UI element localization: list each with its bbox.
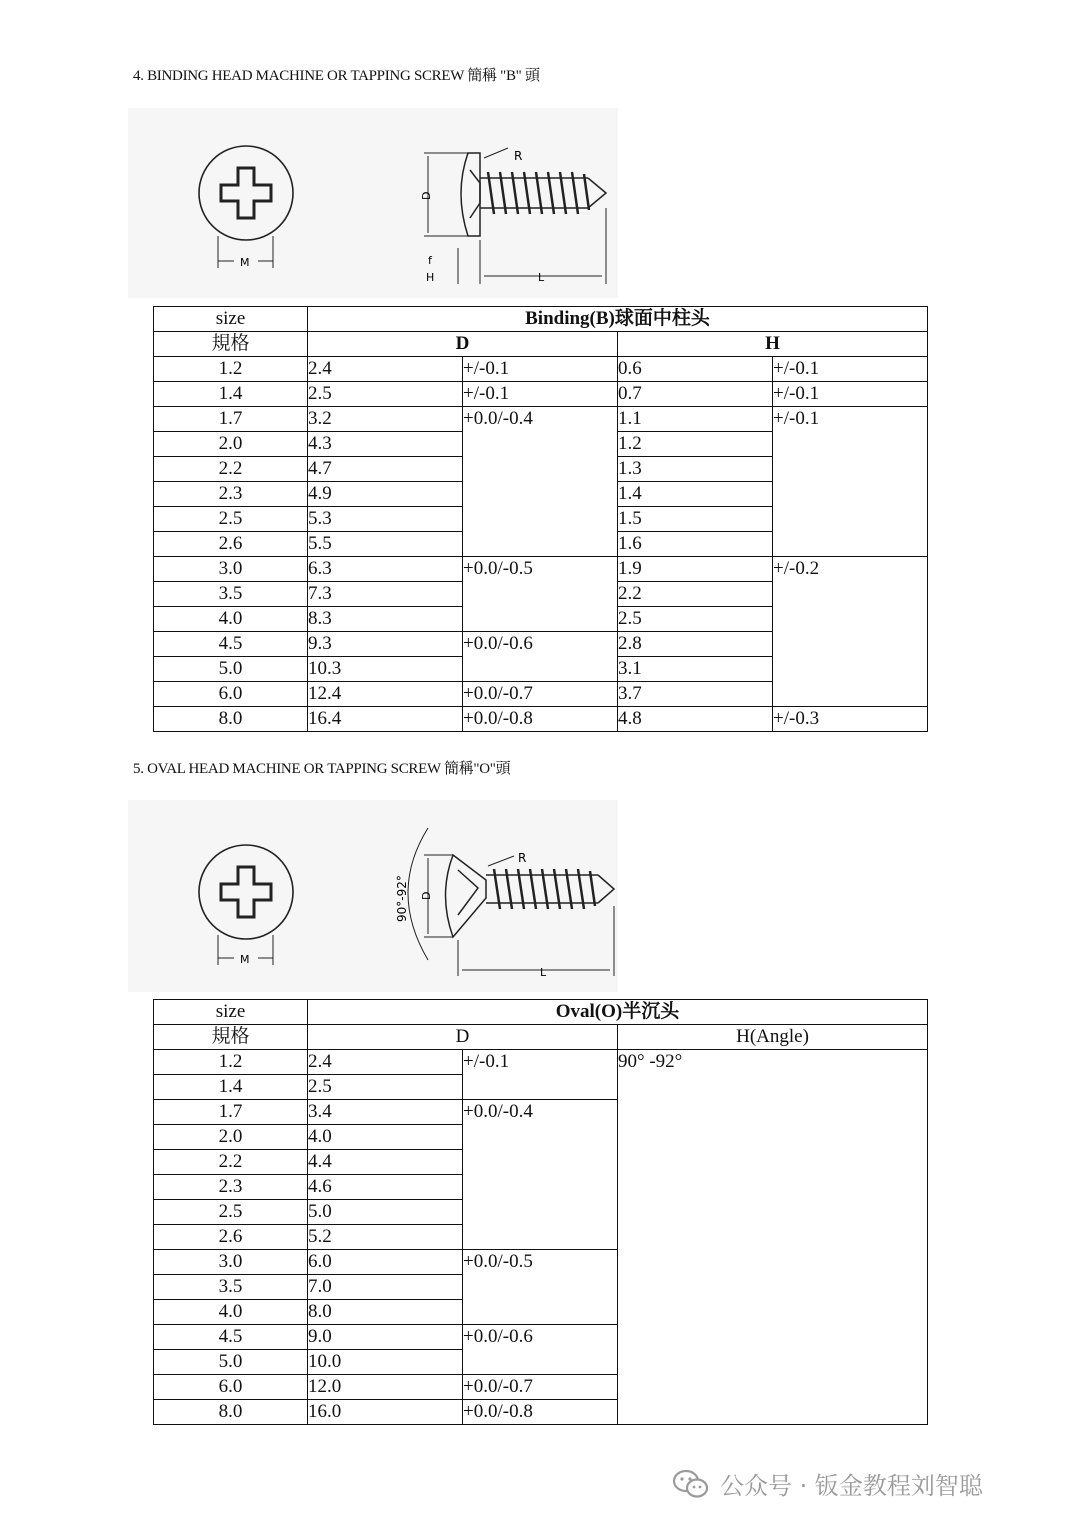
section-4-heading: 4. BINDING HEAD MACHINE OR TAPPING SCREW 簡稱 "B" 頭 <box>133 68 540 84</box>
d-tolerance-cell: +/-0.1 <box>463 1050 618 1100</box>
d-tolerance-cell: +0.0/-0.4 <box>463 1100 618 1250</box>
d-tolerance-cell: +0.0/-0.7 <box>463 1375 618 1400</box>
dim-d-label: D <box>420 191 433 200</box>
size-cell: 1.7 <box>154 407 308 432</box>
dim-angle-label: 90°-92° <box>395 875 409 922</box>
dim-d-label: D <box>420 891 433 900</box>
size-cell: 2.2 <box>154 1150 308 1175</box>
h-value-cell: 1.4 <box>618 482 773 507</box>
size-cell: 6.0 <box>154 682 308 707</box>
d-value-cell: 16.0 <box>308 1400 463 1425</box>
dim-f-label: f <box>428 254 432 267</box>
size-cell: 1.2 <box>154 1050 308 1075</box>
d-value-cell: 2.4 <box>308 357 463 382</box>
d-value-cell: 3.2 <box>308 407 463 432</box>
size-cell: 1.7 <box>154 1100 308 1125</box>
dim-h-label: H <box>426 271 435 284</box>
size-cell: 1.4 <box>154 1075 308 1100</box>
d-value-cell: 8.3 <box>308 607 463 632</box>
d-column-header: D <box>308 332 618 357</box>
table-row <box>154 357 928 382</box>
h-value-cell: 3.7 <box>618 682 773 707</box>
dim-l-label: L <box>538 271 545 284</box>
d-tolerance-cell: +0.0/-0.8 <box>463 1400 618 1425</box>
h-value-cell: 1.3 <box>618 457 773 482</box>
d-value-cell: 5.5 <box>308 532 463 557</box>
d-tolerance-cell: +0.0/-0.8 <box>463 707 618 732</box>
table-row <box>154 407 928 432</box>
d-value-cell: 7.0 <box>308 1275 463 1300</box>
d-value-cell: 4.6 <box>308 1175 463 1200</box>
size-header-cn: 規格 <box>154 1025 308 1050</box>
d-value-cell: 4.7 <box>308 457 463 482</box>
size-cell: 1.2 <box>154 357 308 382</box>
size-cell: 2.3 <box>154 1175 308 1200</box>
size-cell: 3.0 <box>154 557 308 582</box>
d-value-cell: 8.0 <box>308 1300 463 1325</box>
size-cell: 2.6 <box>154 1225 308 1250</box>
screw-top-view-icon <box>199 845 293 965</box>
d-tolerance-cell: +/-0.1 <box>463 357 618 382</box>
d-column-header: D <box>308 1025 618 1050</box>
d-value-cell: 3.4 <box>308 1100 463 1125</box>
section-5-heading: 5. OVAL HEAD MACHINE OR TAPPING SCREW 簡稱"O"頭 <box>133 761 511 777</box>
size-cell: 2.5 <box>154 507 308 532</box>
h-value-cell: 1.5 <box>618 507 773 532</box>
screw-top-view-icon <box>199 146 293 268</box>
size-cell: 3.5 <box>154 582 308 607</box>
h-column-header: H <box>618 332 928 357</box>
h-value-cell: 2.5 <box>618 607 773 632</box>
size-header-cn: 規格 <box>154 332 308 357</box>
size-cell: 2.6 <box>154 532 308 557</box>
d-tolerance-cell: +0.0/-0.6 <box>463 632 618 682</box>
d-value-cell: 10.3 <box>308 657 463 682</box>
d-value-cell: 5.3 <box>308 507 463 532</box>
d-value-cell: 4.3 <box>308 432 463 457</box>
d-tolerance-cell: +0.0/-0.7 <box>463 682 618 707</box>
size-cell: 2.3 <box>154 482 308 507</box>
h-tolerance-cell: +/-0.1 <box>773 382 928 407</box>
binding-head-drawing <box>128 108 618 298</box>
size-cell: 5.0 <box>154 657 308 682</box>
h-value-cell: 2.2 <box>618 582 773 607</box>
h-value-cell: 2.8 <box>618 632 773 657</box>
size-cell: 4.0 <box>154 1300 308 1325</box>
d-value-cell: 9.0 <box>308 1325 463 1350</box>
d-value-cell: 5.0 <box>308 1200 463 1225</box>
size-cell: 6.0 <box>154 1375 308 1400</box>
size-cell: 2.0 <box>154 1125 308 1150</box>
wechat-icon <box>672 1469 710 1499</box>
h-tolerance-cell: +/-0.2 <box>773 557 928 707</box>
watermark-text: 公众号 · 钣金教程刘智聪 <box>720 1472 983 1500</box>
d-value-cell: 2.5 <box>308 1075 463 1100</box>
d-tolerance-cell: +0.0/-0.5 <box>463 557 618 632</box>
d-value-cell: 6.0 <box>308 1250 463 1275</box>
d-value-cell: 2.4 <box>308 1050 463 1075</box>
table-row <box>154 557 928 582</box>
watermark <box>672 1466 983 1501</box>
size-cell: 8.0 <box>154 707 308 732</box>
table-title: Oval(O)半沉头 <box>308 1000 928 1025</box>
size-cell: 1.4 <box>154 382 308 407</box>
dim-m-label: M <box>240 256 250 269</box>
d-value-cell: 16.4 <box>308 707 463 732</box>
dim-m-label: M <box>240 953 250 966</box>
dim-r-label: R <box>518 851 527 865</box>
h-value-cell: 1.6 <box>618 532 773 557</box>
h-value-cell: 0.6 <box>618 357 773 382</box>
size-cell: 8.0 <box>154 1400 308 1425</box>
size-cell: 2.0 <box>154 432 308 457</box>
dim-r-label: R <box>514 149 523 163</box>
table-row <box>154 1050 928 1075</box>
h-tolerance-cell: +/-0.1 <box>773 357 928 382</box>
h-value-cell: 1.1 <box>618 407 773 432</box>
screw-side-view-icon <box>408 828 614 976</box>
binding-head-spec-table <box>153 306 928 732</box>
size-cell: 3.5 <box>154 1275 308 1300</box>
d-value-cell: 7.3 <box>308 582 463 607</box>
h-column-header: H(Angle) <box>618 1025 928 1050</box>
d-value-cell: 9.3 <box>308 632 463 657</box>
h-tolerance-cell: +/-0.3 <box>773 707 928 732</box>
h-angle-cell: 90° -92° <box>618 1050 928 1425</box>
size-cell: 3.0 <box>154 1250 308 1275</box>
d-tolerance-cell: +0.0/-0.5 <box>463 1250 618 1325</box>
table-row <box>154 707 928 732</box>
d-tolerance-cell: +0.0/-0.4 <box>463 407 618 557</box>
d-value-cell: 4.4 <box>308 1150 463 1175</box>
d-value-cell: 4.0 <box>308 1125 463 1150</box>
d-value-cell: 4.9 <box>308 482 463 507</box>
d-tolerance-cell: +/-0.1 <box>463 382 618 407</box>
h-value-cell: 3.1 <box>618 657 773 682</box>
size-header: size <box>154 307 308 332</box>
table-row <box>154 382 928 407</box>
size-header: size <box>154 1000 308 1025</box>
h-value-cell: 1.2 <box>618 432 773 457</box>
d-value-cell: 6.3 <box>308 557 463 582</box>
screw-side-view-icon <box>424 148 606 284</box>
d-value-cell: 5.2 <box>308 1225 463 1250</box>
d-value-cell: 12.4 <box>308 682 463 707</box>
d-value-cell: 2.5 <box>308 382 463 407</box>
h-value-cell: 4.8 <box>618 707 773 732</box>
size-cell: 4.5 <box>154 1325 308 1350</box>
dim-l-label: L <box>540 966 547 979</box>
h-value-cell: 0.7 <box>618 382 773 407</box>
h-value-cell: 1.9 <box>618 557 773 582</box>
oval-head-drawing <box>128 800 618 992</box>
size-cell: 4.5 <box>154 632 308 657</box>
d-value-cell: 12.0 <box>308 1375 463 1400</box>
size-cell: 2.5 <box>154 1200 308 1225</box>
table-title: Binding(B)球面中柱头 <box>308 307 928 332</box>
h-tolerance-cell: +/-0.1 <box>773 407 928 557</box>
oval-head-spec-table <box>153 999 928 1425</box>
d-tolerance-cell: +0.0/-0.6 <box>463 1325 618 1375</box>
size-cell: 4.0 <box>154 607 308 632</box>
size-cell: 5.0 <box>154 1350 308 1375</box>
d-value-cell: 10.0 <box>308 1350 463 1375</box>
size-cell: 2.2 <box>154 457 308 482</box>
